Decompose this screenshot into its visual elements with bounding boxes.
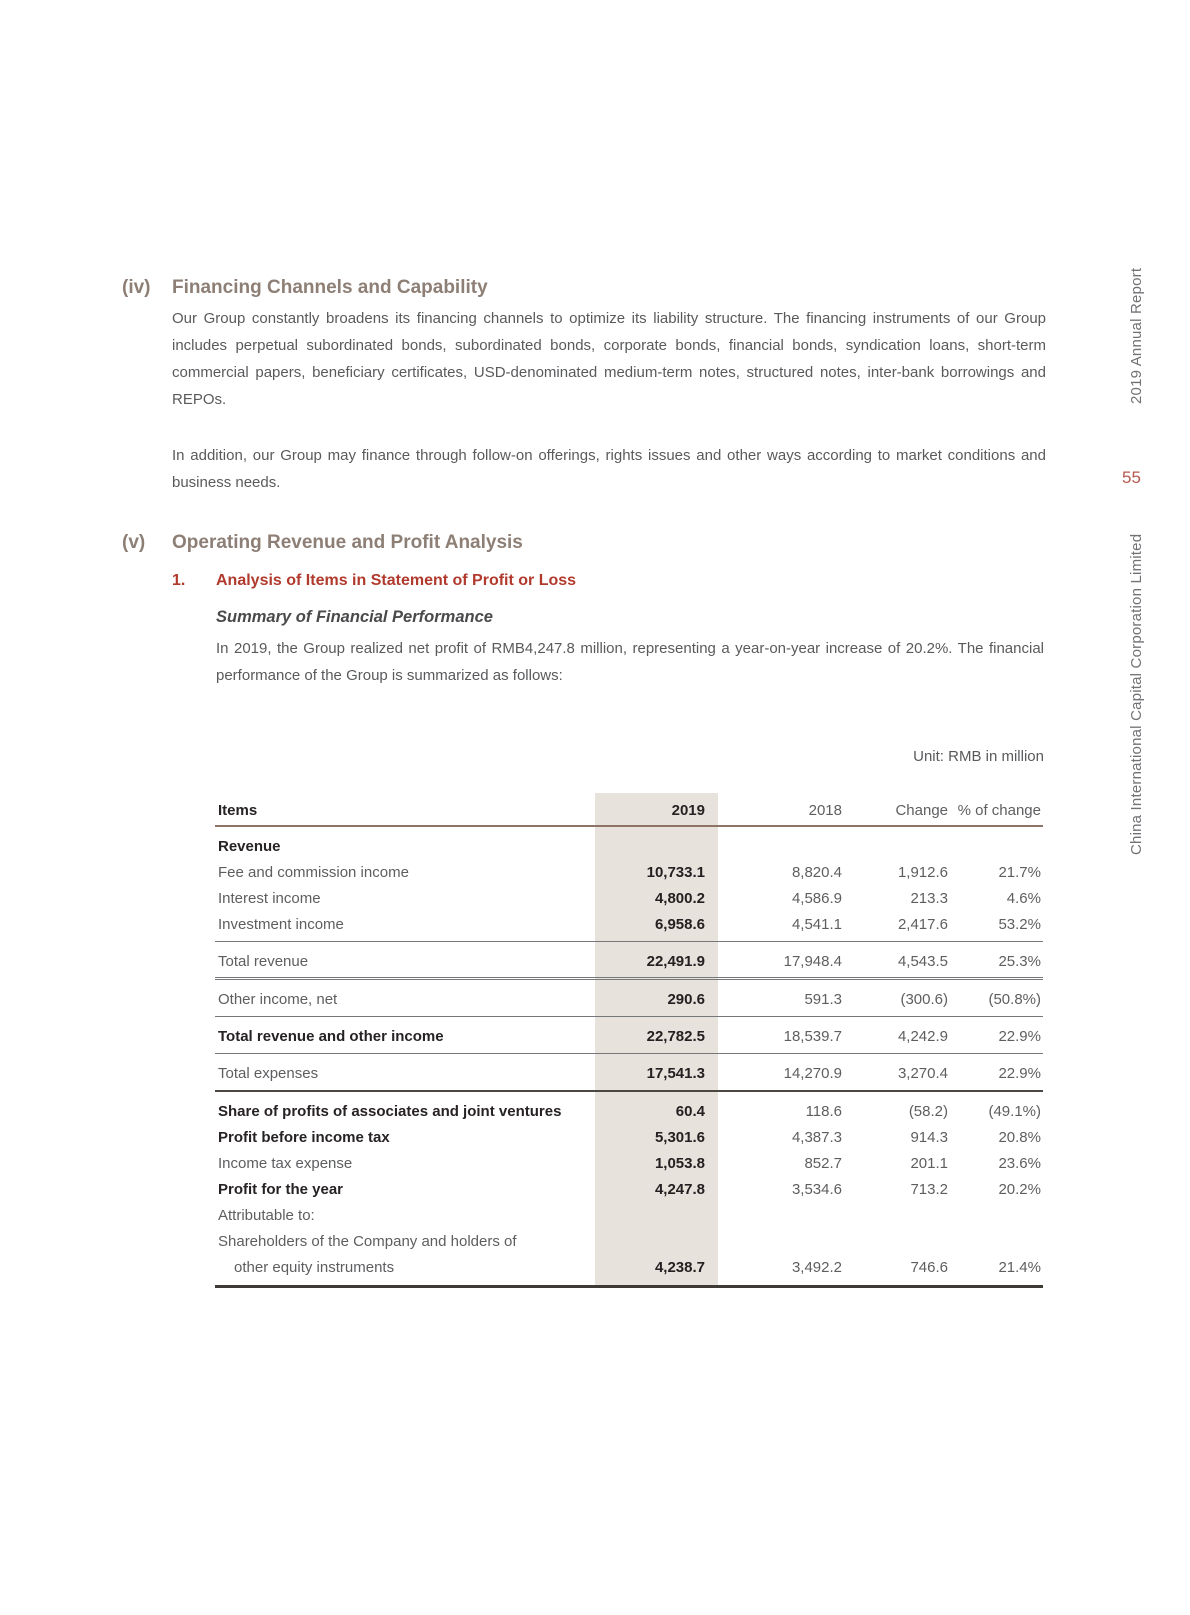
table-row (215, 942, 1043, 980)
cell-label: Share of profits of associates and joint ventures (218, 1102, 562, 1120)
cell-pct: 20.2% (998, 1180, 1041, 1198)
cell-y2019: 4,238.7 (654, 1258, 705, 1276)
cell-pct: (49.1%) (988, 1102, 1041, 1120)
table-row (215, 980, 1043, 1017)
cell-label: Fee and commission income (218, 863, 409, 881)
cell-y2018: 8,820.4 (791, 863, 842, 881)
cell-change: 4,543.5 (897, 952, 948, 970)
cell-y2018: 18,539.7 (783, 1027, 842, 1045)
cell-y2018: 591.3 (804, 990, 842, 1008)
col-header-change: Change (895, 802, 948, 819)
table-row (215, 911, 1043, 942)
table-row (215, 859, 1043, 885)
table-row (215, 1092, 1043, 1124)
col-header-2019: 2019 (671, 802, 705, 819)
sidebar-company-label: China International Capital Corporation Limited (1128, 533, 1145, 855)
table-row (215, 885, 1043, 911)
cell-y2018: 14,270.9 (783, 1064, 842, 1082)
cell-y2018: 3,492.2 (791, 1258, 842, 1276)
cell-y2018: 17,948.4 (783, 952, 842, 970)
section-number: (v) (122, 532, 146, 553)
cell-label: Other income, net (218, 990, 338, 1008)
cell-y2019: 4,800.2 (654, 889, 705, 907)
table-row (215, 1254, 1043, 1288)
table-row (215, 1054, 1043, 1092)
paragraph: In 2019, the Group realized net profit of RMB4,247.8 million, representing a year-on-year increase of 20.2%. The financial performance of the Group is summarized as follows: (216, 640, 1044, 684)
cell-y2019: 60.4 (675, 1102, 705, 1120)
cell-pct: 53.2% (998, 915, 1041, 933)
cell-change: 914.3 (910, 1128, 948, 1146)
cell-y2019: 4,247.8 (654, 1180, 705, 1198)
cell-change: 4,242.9 (897, 1027, 948, 1045)
cell-y2019: 5,301.6 (654, 1128, 705, 1146)
paragraph: Our Group constantly broadens its financing channels to optimize its liability structure. The financing instruments of our Group includes perpetual subordinated bonds, subordinated bonds, corporate bonds, financial bonds, syndication loans, short-term commercial papers, beneficiary certificates, USD-denominated medium-term notes, structured notes, inter-bank borrowings and REPOs. (172, 310, 1046, 408)
cell-y2018: 4,586.9 (791, 889, 842, 907)
col-header-pct: % of change (957, 802, 1041, 819)
unit-note: Unit: RMB in million (913, 748, 1044, 765)
cell-change: 213.3 (910, 889, 948, 907)
cell-label: Total revenue (218, 952, 309, 970)
cell-label: Investment income (218, 915, 344, 933)
cell-label: Revenue (218, 837, 281, 855)
cell-label: other equity instruments (234, 1258, 395, 1276)
cell-change: 201.1 (910, 1154, 948, 1172)
cell-y2018: 852.7 (804, 1154, 842, 1172)
cell-change: 713.2 (910, 1180, 948, 1198)
cell-pct: 21.4% (998, 1258, 1041, 1276)
cell-pct: 22.9% (998, 1027, 1041, 1045)
cell-y2019: 10,733.1 (646, 863, 705, 881)
cell-label: Shareholders of the Company and holders of (218, 1232, 517, 1250)
cell-y2018: 3,534.6 (791, 1180, 842, 1198)
section-number: (iv) (122, 277, 151, 298)
cell-y2019: 22,782.5 (646, 1027, 705, 1045)
cell-change: 3,270.4 (897, 1064, 948, 1082)
cell-pct: 4.6% (1006, 889, 1041, 907)
table-row (215, 1150, 1043, 1176)
section-title: Financing Channels and Capability (172, 277, 488, 298)
table-body (215, 827, 1043, 1288)
cell-pct: 21.7% (998, 863, 1041, 881)
page-number: 55 (1122, 468, 1141, 487)
subsection-title: Analysis of Items in Statement of Profit or Loss (216, 572, 577, 589)
cell-label: Total expenses (218, 1064, 319, 1082)
cell-change: 746.6 (910, 1258, 948, 1276)
cell-label: Interest income (218, 889, 321, 907)
cell-y2019: 17,541.3 (646, 1064, 705, 1082)
subsection-number: 1. (172, 572, 186, 589)
col-header-items: Items (218, 802, 258, 819)
col-header-2018: 2018 (808, 802, 842, 819)
cell-pct: 22.9% (998, 1064, 1041, 1082)
section-title: Operating Revenue and Profit Analysis (172, 532, 523, 553)
cell-label: Attributable to: (218, 1206, 315, 1224)
table-row (215, 1017, 1043, 1054)
cell-y2018: 4,541.1 (791, 915, 842, 933)
table-row (215, 1176, 1043, 1202)
cell-change: 1,912.6 (897, 863, 948, 881)
cell-y2019: 6,958.6 (654, 915, 705, 933)
table-row (215, 1202, 1043, 1228)
cell-y2019: 290.6 (667, 990, 705, 1008)
cell-y2018: 118.6 (805, 1102, 842, 1120)
cell-pct: (50.8%) (988, 990, 1041, 1008)
paragraph: In addition, our Group may finance through follow-on offerings, rights issues and other ways according to market conditions and business needs. (172, 447, 1046, 491)
cell-y2019: 22,491.9 (646, 952, 705, 970)
cell-label: Profit before income tax (218, 1128, 390, 1146)
cell-label: Income tax expense (218, 1154, 353, 1172)
table-header-row (215, 793, 1043, 827)
table-row (215, 1228, 1043, 1254)
cell-change: (300.6) (900, 990, 948, 1008)
cell-y2019: 1,053.8 (654, 1154, 705, 1172)
cell-label: Profit for the year (218, 1180, 344, 1198)
cell-pct: 23.6% (998, 1154, 1041, 1172)
cell-y2018: 4,387.3 (791, 1128, 842, 1146)
cell-label: Total revenue and other income (218, 1027, 444, 1045)
cell-change: (58.2) (908, 1102, 948, 1120)
cell-pct: 20.8% (998, 1128, 1041, 1146)
financial-table (215, 793, 1043, 1288)
table-row (215, 827, 1043, 859)
sidebar-annual-report-label: 2019 Annual Report (1128, 267, 1145, 404)
cell-change: 2,417.6 (897, 915, 948, 933)
cell-pct: 25.3% (998, 952, 1041, 970)
summary-subtitle: Summary of Financial Performance (216, 608, 493, 626)
table-row (215, 1124, 1043, 1150)
